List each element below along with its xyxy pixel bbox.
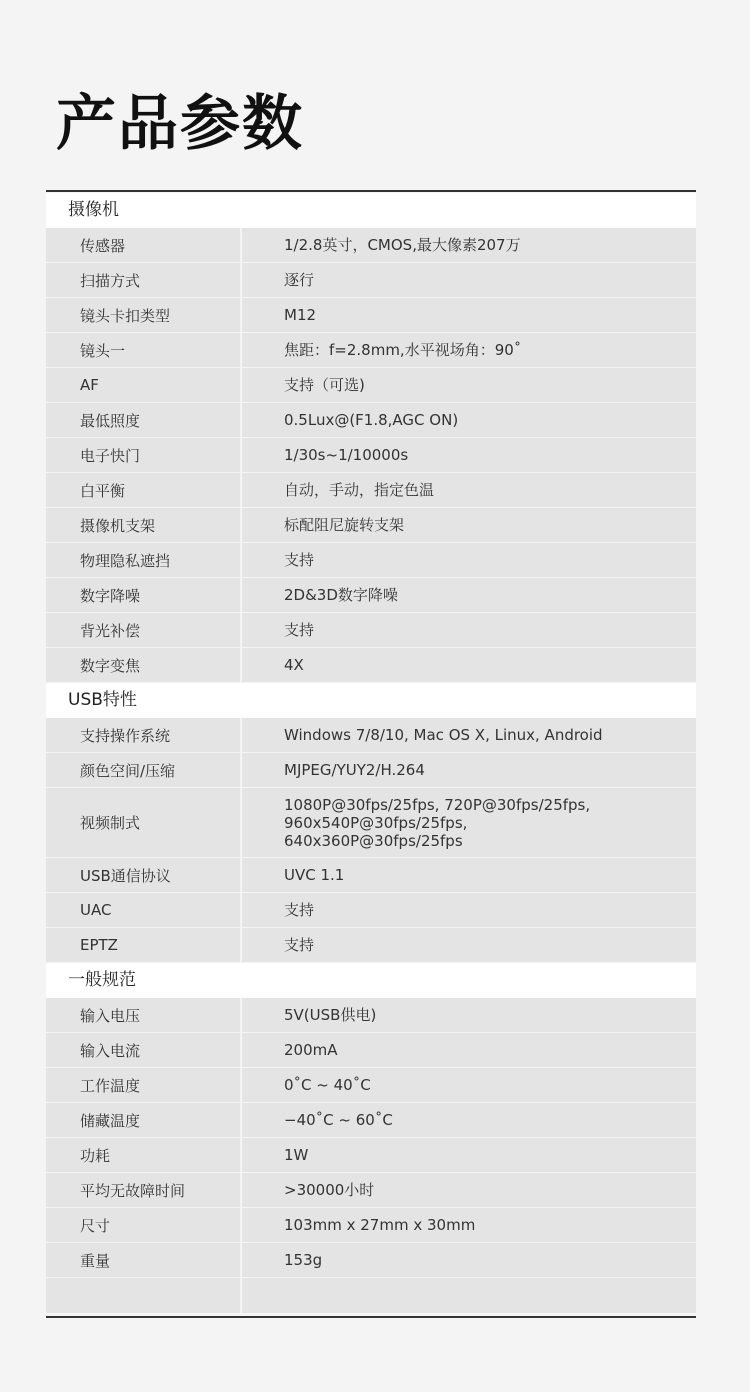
spec-value-line: 640x360P@30fps/25fps (284, 831, 463, 850)
table-row (46, 508, 696, 543)
spec-value: 0.5Lux@(F1.8,AGC ON) (284, 411, 459, 429)
spec-value: 1/30s~1/10000s (284, 446, 409, 464)
bottom-divider (46, 1316, 696, 1318)
spec-value: M12 (284, 306, 317, 324)
spec-key: 物理隐私遮挡 (46, 543, 242, 577)
spec-value: 2D&3D数字降噪 (284, 586, 398, 604)
table-row (46, 858, 696, 893)
spec-value: 自动，手动，指定色温 (284, 481, 435, 499)
spec-key: 白平衡 (46, 473, 242, 507)
table-row (46, 1208, 696, 1243)
table-row (46, 438, 696, 473)
spec-value (242, 1278, 696, 1313)
table-row (46, 1103, 696, 1138)
spec-key: 尺寸 (46, 1208, 242, 1242)
table-row (46, 403, 696, 438)
spec-key: 镜头卡扣类型 (46, 298, 242, 332)
spec-value: 0˚C ~ 40˚C (284, 1076, 371, 1094)
top-divider (46, 190, 696, 192)
spec-value: 支持 (284, 621, 315, 639)
table-row (46, 998, 696, 1033)
table-row (46, 473, 696, 508)
spec-value: 逐行 (284, 271, 315, 289)
spec-value: 5V(USB供电) (284, 1006, 377, 1024)
spec-value: 200mA (284, 1041, 338, 1059)
spec-value: 支持（可选) (284, 376, 365, 394)
spec-key: 输入电压 (46, 998, 242, 1032)
spec-key: 功耗 (46, 1138, 242, 1172)
spec-key: 数字变焦 (46, 648, 242, 682)
table-row (46, 368, 696, 403)
spec-key: USB通信协议 (46, 858, 242, 892)
spec-value: 焦距：f=2.8mm,水平视场角：90˚ (284, 341, 522, 359)
spec-value: 103mm x 27mm x 30mm (284, 1216, 476, 1234)
spec-key: 颜色空间/压缩 (46, 753, 242, 787)
spec-key: 扫描方式 (46, 263, 242, 297)
table-row (46, 228, 696, 263)
spec-key: 支持操作系统 (46, 718, 242, 752)
table-row (46, 1173, 696, 1208)
table-row (46, 718, 696, 753)
table-row (46, 788, 696, 858)
spec-table (46, 193, 696, 1314)
spec-key: 镜头一 (46, 333, 242, 367)
spec-key: 摄像机支架 (46, 508, 242, 542)
table-row (46, 263, 696, 298)
spec-key: 重量 (46, 1243, 242, 1277)
table-row (46, 1138, 696, 1173)
table-row (46, 613, 696, 648)
spec-key: 储藏温度 (46, 1103, 242, 1137)
spec-value: 支持 (284, 936, 315, 954)
table-row (46, 928, 696, 963)
table-row (46, 893, 696, 928)
table-row (46, 543, 696, 578)
spec-value: 1W (284, 1146, 309, 1164)
page-title: 产品参数 (56, 89, 304, 159)
spec-key: AF (46, 368, 242, 402)
table-row (46, 1243, 696, 1278)
spec-key: 电子快门 (46, 438, 242, 472)
spec-value-line: 1080P@30fps/25fps, 720P@30fps/25fps, (284, 795, 591, 814)
spec-key: 最低照度 (46, 403, 242, 437)
spec-value: Windows 7/8/10, Mac OS X, Linux, Android (284, 726, 603, 744)
spec-value: 标配阻尼旋转支架 (284, 516, 405, 534)
spec-key: UAC (46, 893, 242, 927)
spec-key: 平均无故障时间 (46, 1173, 242, 1207)
table-row (46, 1033, 696, 1068)
spec-key: 背光补偿 (46, 613, 242, 647)
spec-key: 输入电流 (46, 1033, 242, 1067)
spec-value: −40˚C ~ 60˚C (284, 1111, 393, 1129)
section-header-camera: 摄像机 (46, 193, 696, 228)
spec-value: 4X (284, 656, 304, 674)
spec-key: 工作温度 (46, 1068, 242, 1102)
table-row (46, 648, 696, 683)
section-header-usb: USB特性 (46, 683, 696, 718)
table-row (46, 1068, 696, 1103)
spec-value (242, 788, 696, 857)
table-row (46, 298, 696, 333)
spec-value: 1/2.8英寸，CMOS,最大像素207万 (284, 236, 521, 254)
spec-value: 153g (284, 1251, 323, 1269)
table-row-empty (46, 1278, 696, 1314)
spec-key: 传感器 (46, 228, 242, 262)
spec-value: MJPEG/YUY2/H.264 (284, 761, 425, 779)
spec-value-line: 960x540P@30fps/25fps, (284, 813, 468, 832)
spec-key: 视频制式 (46, 788, 242, 857)
spec-key (46, 1278, 242, 1313)
table-row (46, 333, 696, 368)
spec-value: 支持 (284, 551, 315, 569)
spec-key: 数字降噪 (46, 578, 242, 612)
table-row (46, 578, 696, 613)
spec-value: >30000小时 (284, 1181, 375, 1199)
spec-key: EPTZ (46, 928, 242, 962)
table-row (46, 753, 696, 788)
section-header-general: 一般规范 (46, 963, 696, 998)
spec-value: 支持 (284, 901, 315, 919)
spec-value: UVC 1.1 (284, 866, 345, 884)
